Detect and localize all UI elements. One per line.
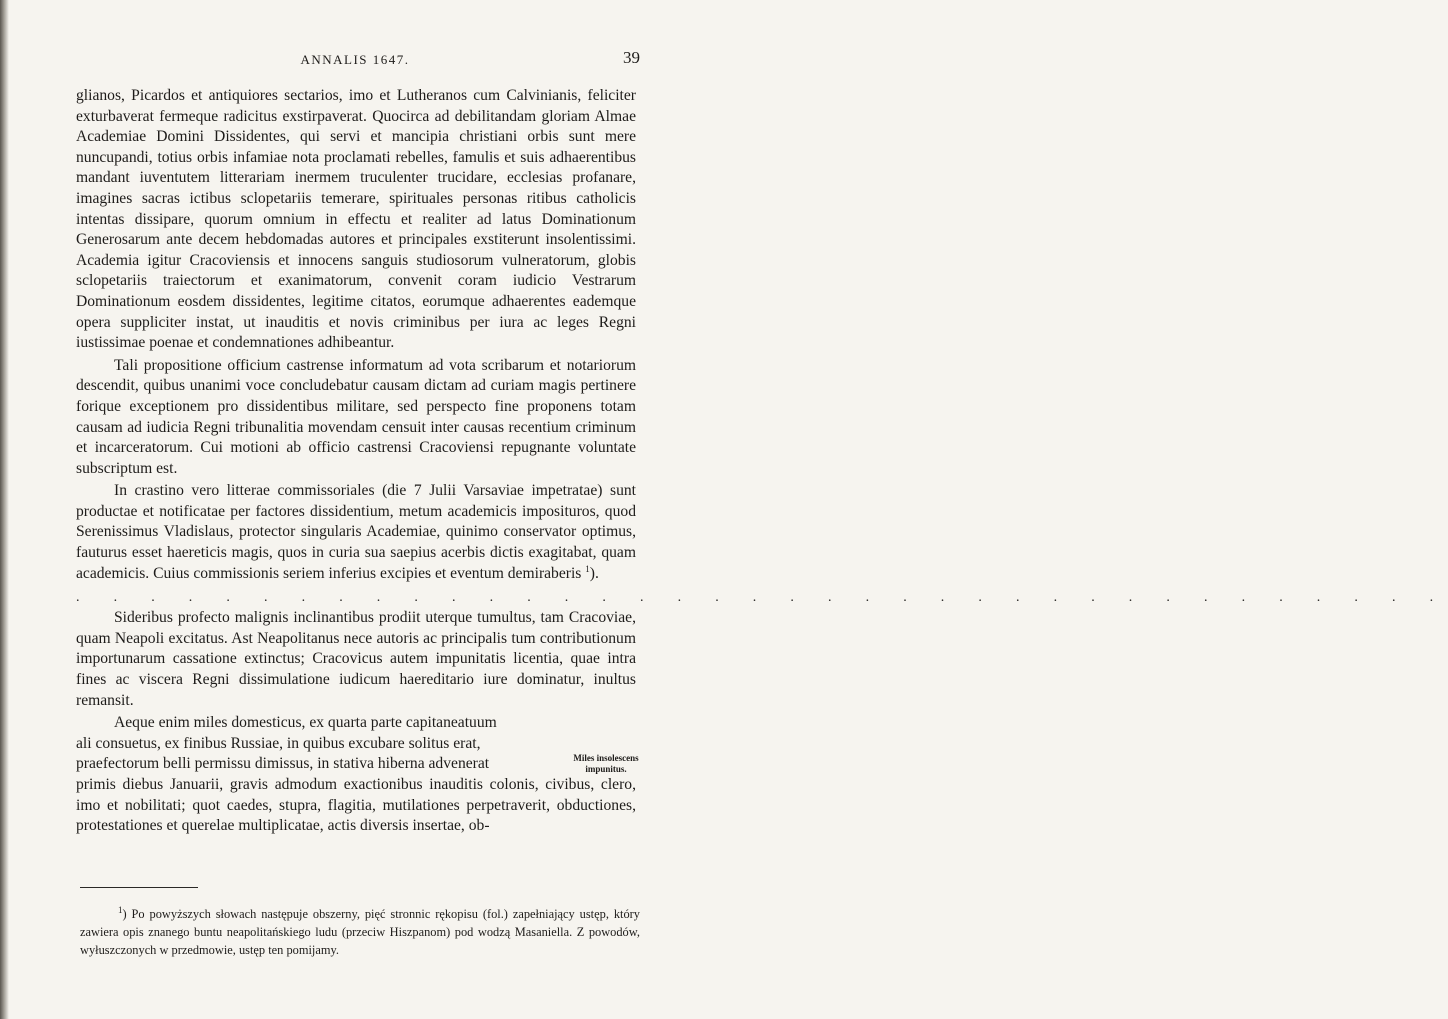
footnote-text: ) Po powyższych słowach następuje obszerny, pięć stronnic rękopisu (fol.) zapełniający ustęp, który zawiera opis znanego buntu neapolitańskiego ludu (przeciw Hiszpanom) pod wodzą Masaniella. Z powodów, wyłuszczonych w przedmowie, ustęp ten pomijamy.: [80, 907, 640, 958]
footnote-reference: 1: [585, 563, 590, 574]
paragraph-5-line-1: Aeque enim miles domesticus, ex quarta parte capitaneatuum: [114, 714, 497, 732]
paragraph-5-line-2: ali consuetus, ex finibus Russiae, in quibus excubare solitus erat,: [76, 734, 481, 752]
paragraph-1: glianos, Picardos et antiquiores sectarios, imo et Lutheranos cum Calvinianis, feliciter exturbaverat fermeque radicitus exstirpaverat. Quocirca ad debilitandam gloriam Almae Academiae Domini Dissidentes, qui servi et mancipia christiani orbis sunt mere nuncupandi, totius orbis infamiae nota proclamati rebelles, famulis et suis adhaerentibus mandant iuventutem litterariam inermem truculenter trucidare, ecclesias profanare, imagines sacras ictibus sclopetariis temerare, spirituales personas ritibus catholicis intentas dissipare, quorum omnium in effectu et realiter ad latus Dominationum Generosarum ante decem hebdomadas autores et principales exstiterunt insolentissimi. Academia igitur Cracoviensis et innocens sanguis studiosorum vulneratorum, globis sclopetariis traiectorum et exanimatorum, convenit coram iudicio Vestrarum Dominationum eosdem dissidentes, legitime citatos, eorumque adhaerentes eademque opera suppliciter instat, ut inauditis et novis criminibus per iura ac leges Regni iustissimae poenae et condemnationes adhibeantur.: [76, 87, 636, 352]
paragraph-5-rest: primis diebus Januarii, gravis admodum exactionibus inauditis colonis, civibus, clero, imo et nobilitati; quot caedes, stupra, flagitia, mutilationes perpetraverit, obductiones, protestationes et querelae multiplicatae, actis diversis insertae, ob-: [76, 776, 636, 835]
footnote-body: [80, 905, 640, 960]
paragraph-2: Tali propositione officium castrense informatum ad vota scribarum et notariorum descendit, quibus unanimi voce concludebatur causam dictam ad curiam magis pertinere forique exceptionem pro dissidentibus militare, sed perspecto fine proponens totam causam ad iudicia Regni tribunalitia movendam censuit inter causas recentium criminum et incarceratorum. Cui motioni ab officio castrensi Cracoviensi repugnante voluntate subscriptum est.: [76, 356, 636, 477]
footnote-marker: 1: [118, 904, 123, 915]
paragraph-5-line-3: praefectorum belli permissu dimissus, in stativa hiberna advenerat: [76, 755, 490, 773]
marginal-note-line-2: impunitus.: [585, 764, 627, 774]
page-number: 39: [623, 48, 640, 67]
paragraph-3-end: ).: [589, 564, 599, 582]
omission-dots: . . . . . . . . . . . . . . . . . . . . . . . . . . . . . . . . . . . . .: [76, 590, 1448, 606]
footnote-divider: [80, 887, 198, 888]
page-header: [70, 48, 640, 72]
paragraph-4: Sideribus profecto malignis inclinantibus prodiit uterque tumultus, tam Cracoviae, quam Neapoli excitatus. Ast Neapolitanus nece autoris ac principalis tum contributionum importunarum cassatione extinctus; Cracovicus autem impunitatis licentia, quae intra fines ac viscera Regni dissimulatione iudicum haereditario iure dominatur, inultus remansit.: [76, 609, 636, 709]
main-text-block: [76, 86, 1448, 837]
running-title: ANNALIS 1647.: [300, 52, 410, 67]
paragraph-3-text: In crastino vero litterae commissoriales (die 7 Julii Varsaviae impetratae) sunt productae et notificatae per factores dissidentium, metum academicis imposituros, quod Serenissimus Vladislaus, protector singularis Academiae, quinimo conservator optimus, fauturus esset haereticis magis, quos in curia sua saepius acerbis dictis exagitabat, quam academicis. Cuius commissionis seriem inferius excipies et eventum demiraberis: [76, 482, 636, 582]
marginal-note-line-1: Miles insolescens: [573, 753, 639, 763]
book-spine-shadow: [0, 0, 9, 1019]
marginal-note: [560, 753, 652, 775]
paragraph-3: [76, 481, 636, 584]
footnote: [80, 905, 640, 960]
